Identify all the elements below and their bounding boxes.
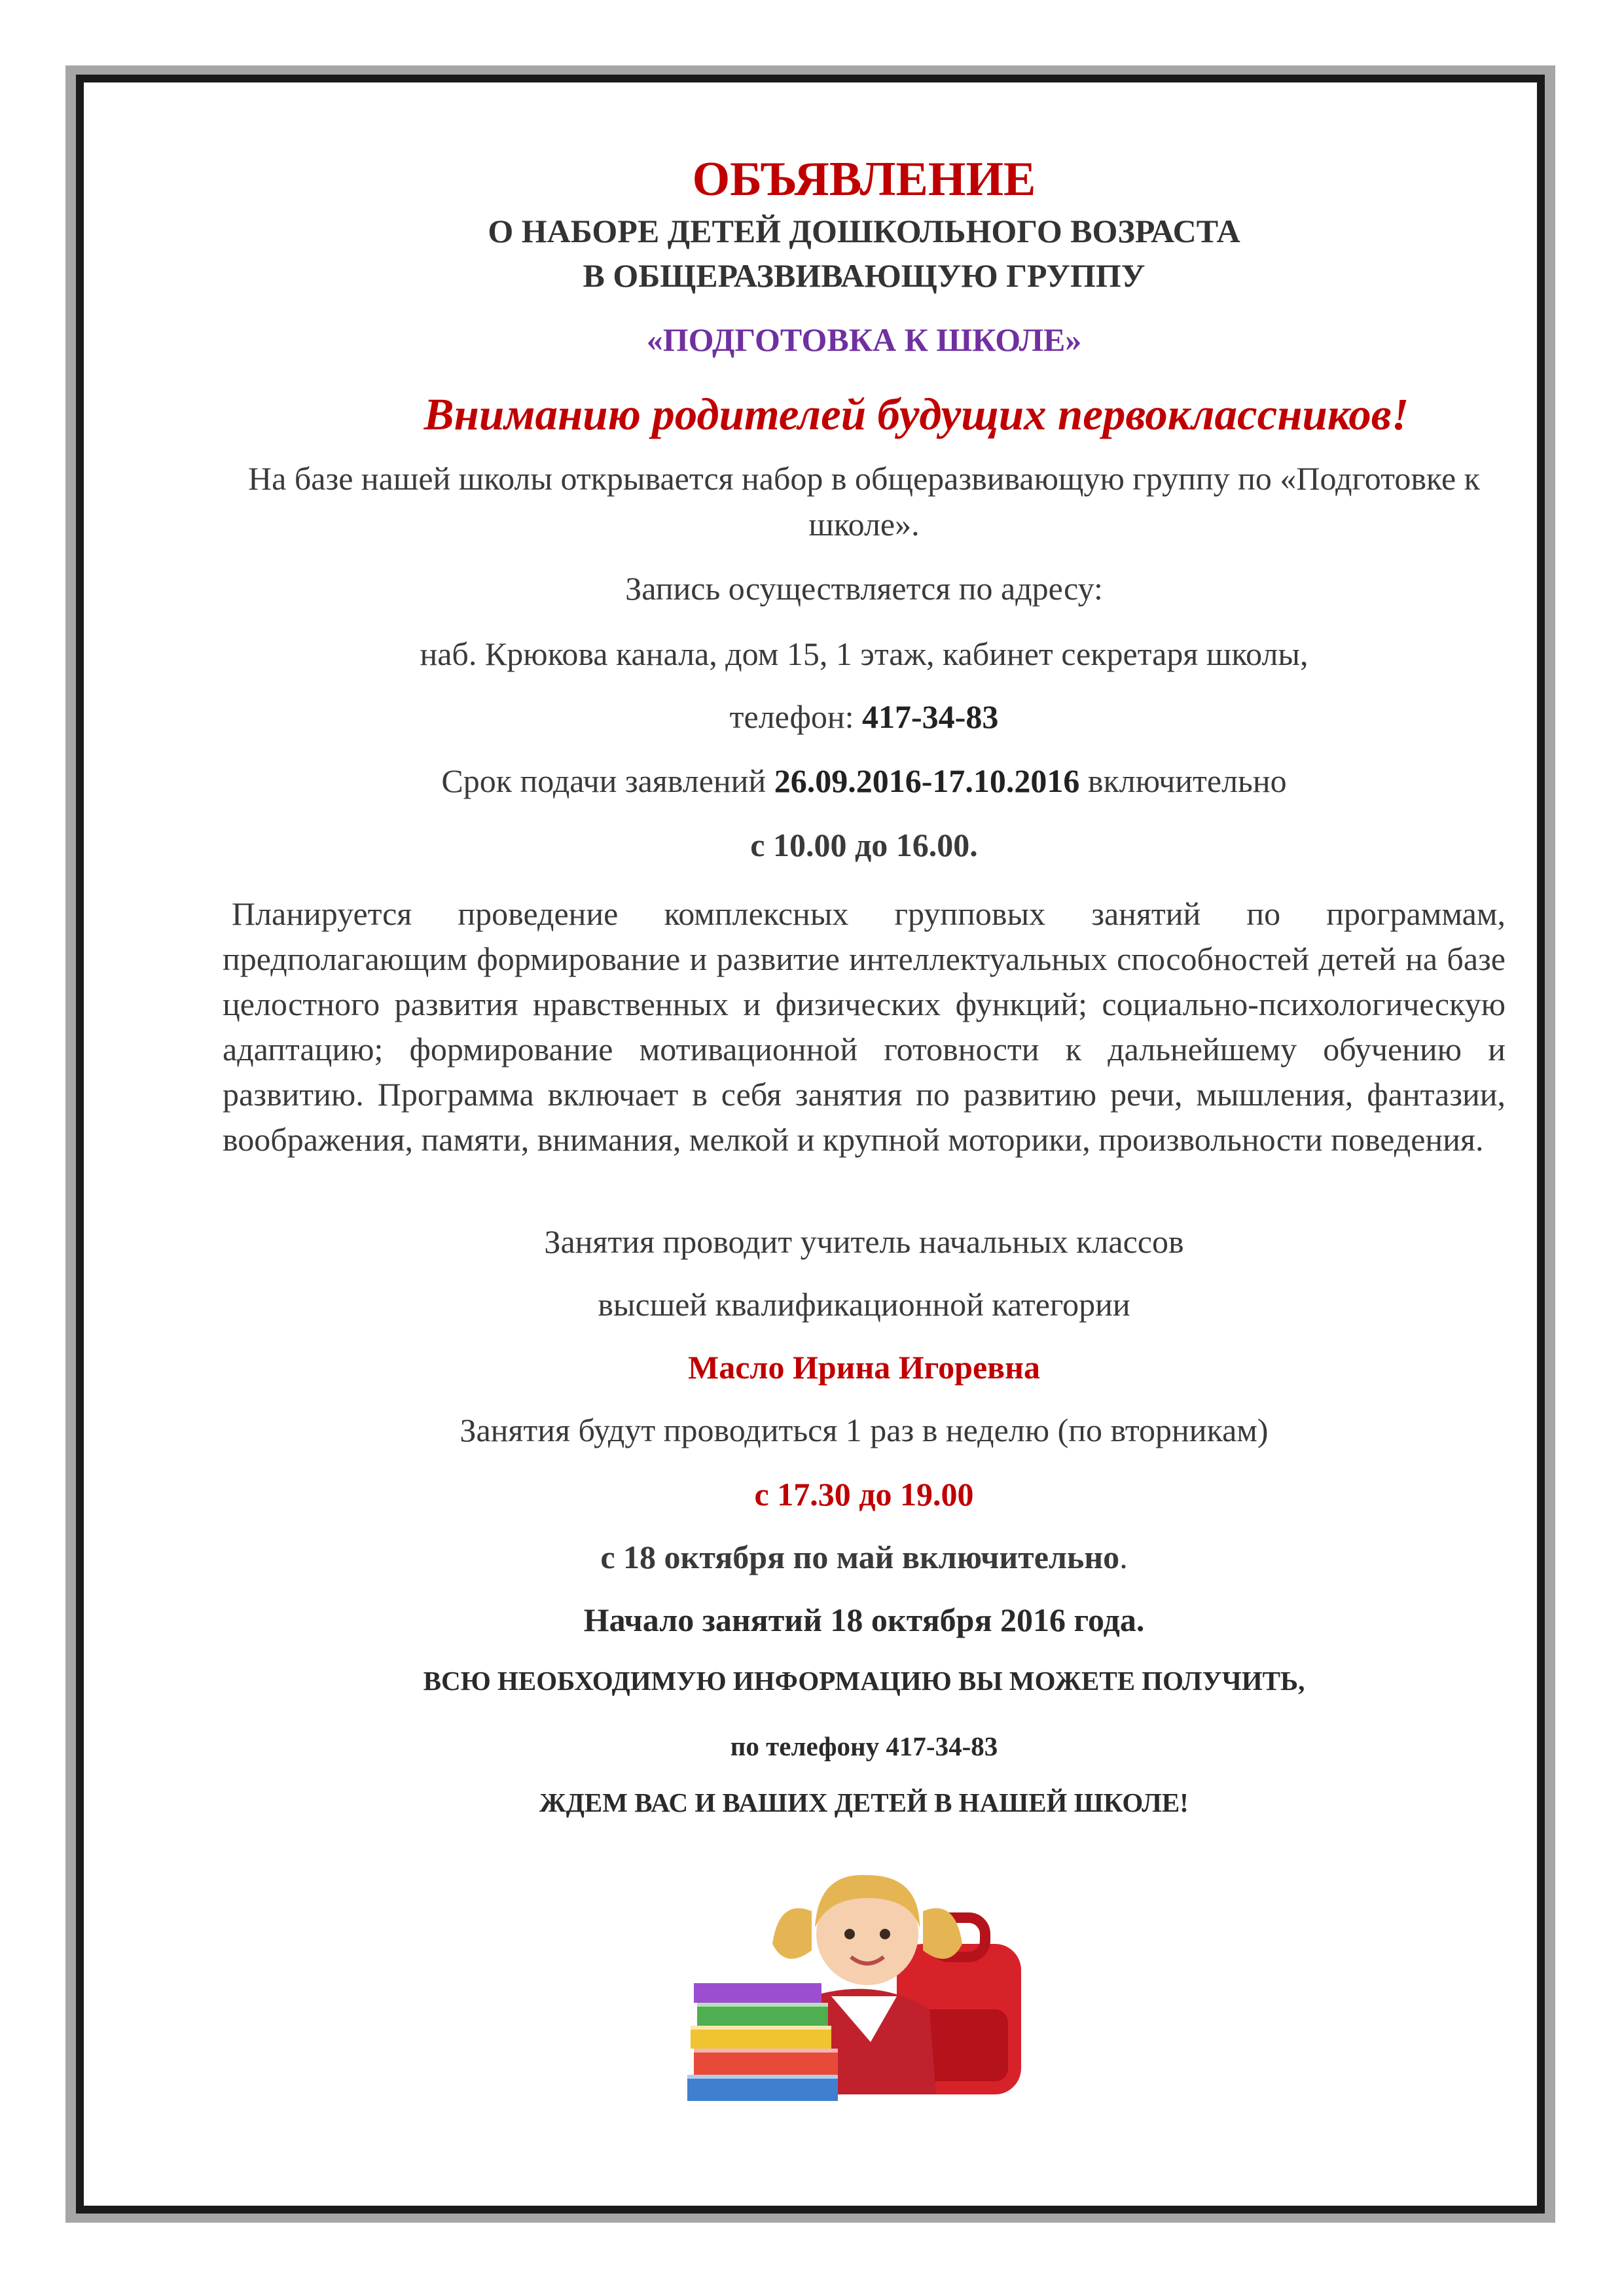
group-name: «ПОДГОТОВКА К ШКОЛЕ» bbox=[646, 321, 1082, 358]
announcement-title: ОБЪЯВЛЕНИЕ bbox=[692, 152, 1036, 206]
address: наб. Крюкова канала, дом 15, 1 этаж, кабинет секретаря школы, bbox=[420, 636, 1308, 672]
teacher-line1: Занятия проводит учитель начальных классов bbox=[544, 1223, 1184, 1260]
reception-hours: с 10.00 до 16.00. bbox=[750, 827, 978, 863]
class-period: с 18 октября по май включительно bbox=[600, 1539, 1120, 1575]
teacher-name: Масло Ирина Игоревна bbox=[688, 1349, 1040, 1386]
phone-line bbox=[223, 698, 1506, 736]
application-dates-line bbox=[223, 762, 1506, 800]
dates-suffix: включительно bbox=[1079, 762, 1287, 799]
schedule-line: Занятия будут проводиться 1 раз в неделю (по вторникам) bbox=[460, 1412, 1269, 1448]
girl-with-books-illustration bbox=[681, 1846, 1060, 2108]
class-time: с 17.30 до 19.00 bbox=[754, 1476, 974, 1513]
class-period-line bbox=[223, 1538, 1506, 1576]
dates-range: 26.09.2016-17.10.2016 bbox=[774, 762, 1080, 799]
teacher-line2: высшей квалификационной категории bbox=[598, 1286, 1130, 1323]
dates-label: Срок подачи заявлений bbox=[441, 762, 774, 799]
info-phone: по телефону 417-34-83 bbox=[730, 1731, 998, 1761]
start-date: Начало занятий 18 октября 2016 года. bbox=[583, 1602, 1145, 1638]
phone-number: 417-34-83 bbox=[862, 698, 999, 735]
info-line: ВСЮ НЕОБХОДИМУЮ ИНФОРМАЦИЮ ВЫ МОЖЕТЕ ПОЛУЧИТЬ, bbox=[423, 1666, 1305, 1696]
phone-label: телефон: bbox=[729, 698, 863, 735]
attention-heading: Вниманию родителей будущих первоклассников! bbox=[424, 389, 1409, 439]
program-description: Планируется проведение комплексных групповых занятий по программам, предполагающим формирование и развитие интеллектуальных способностей детей на базе целостного развития нравственных и физических функций; социально-психологическую адаптацию; формирование мотивационной готовности к дальнейшему обучению и развитию. Программа включает в себя занятия по развитию речи, мышления, фантазии, воображения, памяти, внимания, мелкой и крупной моторики, произвольности поведения. bbox=[223, 895, 1506, 1158]
announcement-subtitle-line1: О НАБОРЕ ДЕТЕЙ ДОШКОЛЬНОГО ВОЗРАСТА bbox=[488, 213, 1240, 249]
intro-paragraph: На базе нашей школы открывается набор в общеразвивающую группу по «Подготовке к школе». bbox=[248, 460, 1480, 543]
class-period-suffix: . bbox=[1119, 1539, 1128, 1575]
announcement-subtitle-line2: В ОБЩЕРАЗВИВАЮЩУЮ ГРУППУ bbox=[583, 257, 1146, 294]
address-label: Запись осуществляется по адресу: bbox=[625, 570, 1103, 607]
welcome-line: ЖДЕМ ВАС И ВАШИХ ДЕТЕЙ В НАШЕЙ ШКОЛЕ! bbox=[539, 1787, 1189, 1818]
